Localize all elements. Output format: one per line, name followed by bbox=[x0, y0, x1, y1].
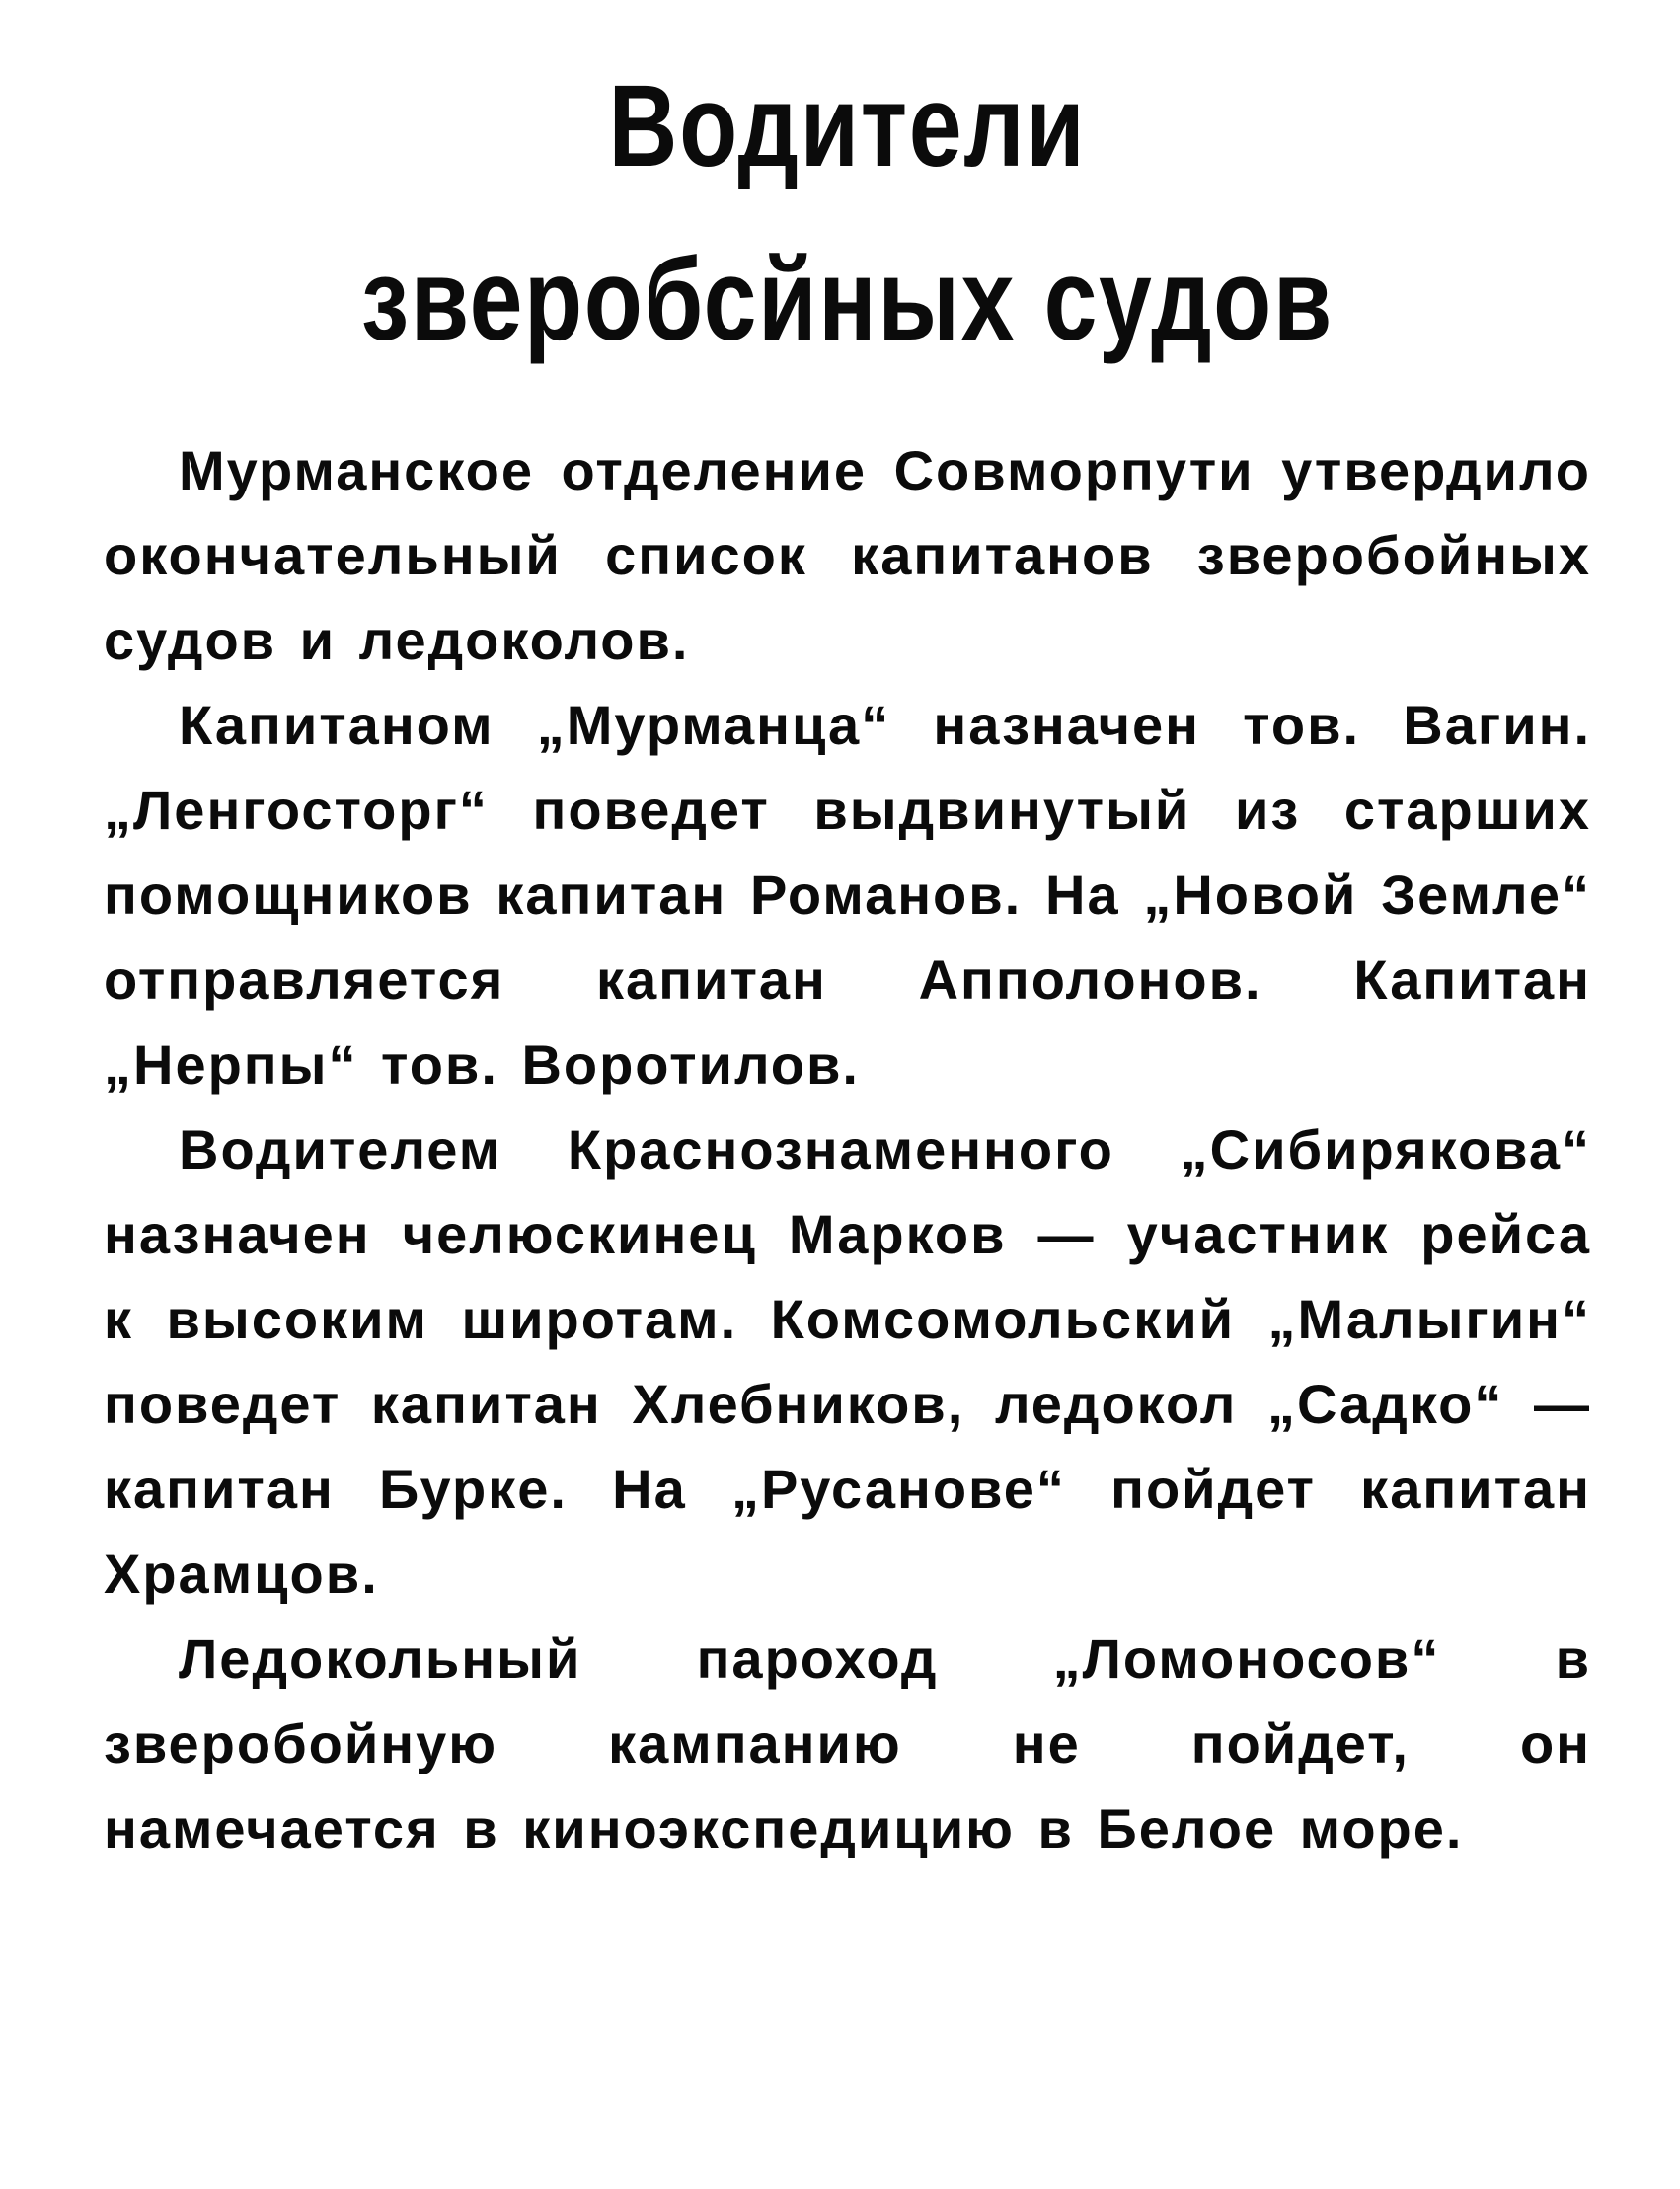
paragraph-4: Ледокольный пароход „Ломоносов“ в зверобойную кампанию не пойдет, он намечается в киноэкспедицию в Белое море. bbox=[104, 1627, 1591, 1859]
paragraph-1: Мурманское отделение Совморпути утвердило окончательный список капитанов зверобойных судов и ледоколов. bbox=[104, 439, 1591, 671]
headline bbox=[238, 39, 1458, 387]
paragraph-3: Водителем Краснознаменного „Сибирякова“ назначен челюскинец Марков — участник рейса к высоким широтам. Комсомольский „Малыгин“ поведет капитан Хлебников, ледокол „Садко“ — капитан Бурке. На „Русанове“ пойдет капитан Храмцов. bbox=[104, 1118, 1591, 1605]
paragraph-2: Капитаном „Мурманца“ назначен тов. Вагин. „Ленгосторг“ поведет выдвинутый из старших помощников капитан Романов. На „Новой Земле“ отправляется капитан Апполонов. Капитан „Нерпы“ тов. Воротилов. bbox=[104, 694, 1591, 1095]
headline-line-2: зверобсйных судов bbox=[361, 235, 1334, 365]
article-body bbox=[104, 428, 1591, 1871]
headline-line-1: Водители bbox=[608, 61, 1087, 191]
